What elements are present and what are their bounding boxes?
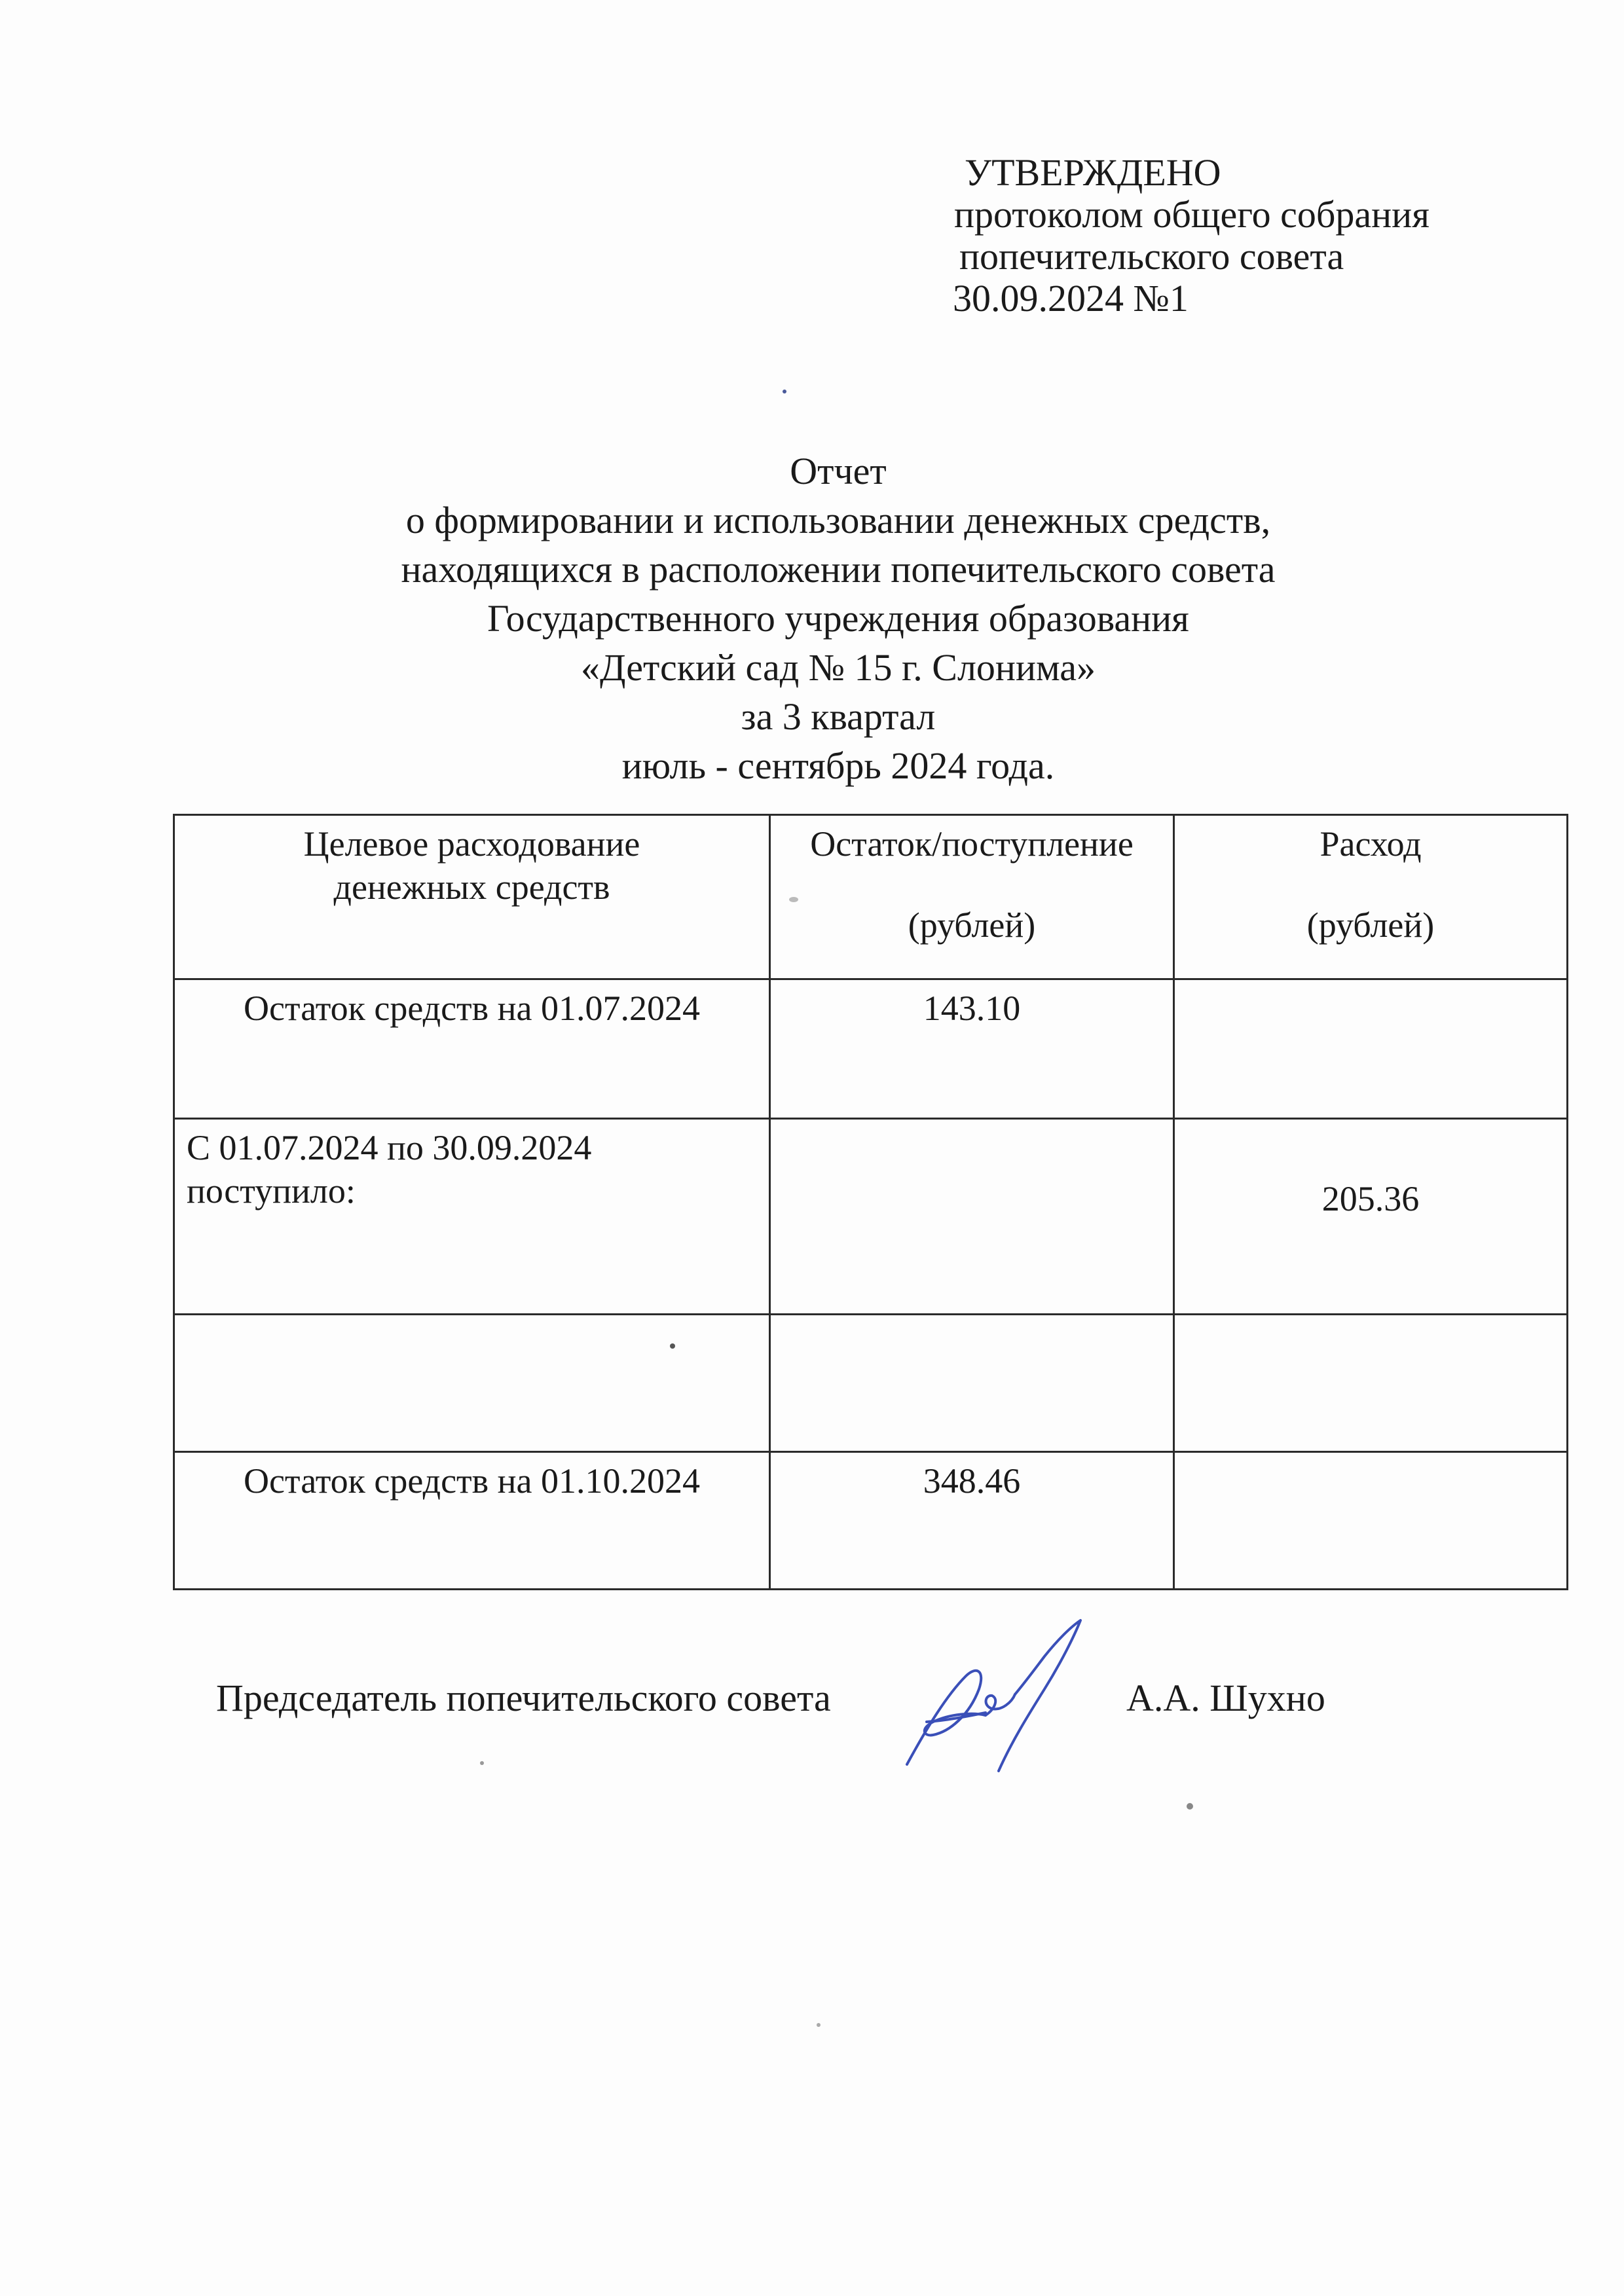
row-label-text: Остаток средств на 01.10.2024 [243, 1461, 701, 1501]
row-income-value [771, 1120, 1173, 1126]
scan-speck [789, 897, 798, 902]
row-expense [1174, 1315, 1568, 1452]
scan-speck [480, 1761, 484, 1765]
row-income [770, 1315, 1174, 1452]
row-label [174, 1452, 770, 1590]
report-period-quarter: за 3 квартал [741, 695, 936, 738]
header-expense [1174, 815, 1568, 979]
row-income-value: 143.10 [923, 989, 1021, 1028]
row-expense [1174, 1452, 1568, 1590]
row-expense-value [1175, 1315, 1566, 1322]
row-expense-value [1175, 1453, 1566, 1459]
approval-block [953, 152, 1430, 319]
signature-stroke [986, 1694, 1015, 1715]
report-institution-line: Государственного учреждения образования [487, 597, 1189, 640]
scan-speck [817, 2023, 821, 2027]
header-income-unit: (рублей) [908, 905, 1036, 945]
signatory-role: Председатель попечительского совета [216, 1677, 831, 1719]
row-label-text [175, 1120, 769, 1212]
row-label [174, 979, 770, 1119]
report-title: Отчет [790, 450, 887, 492]
header-purpose-line1: Целевое расходование [303, 824, 640, 864]
report-subtitle-line: о формировании и использовании денежных средств, [405, 499, 1271, 541]
scan-speck [1187, 1803, 1193, 1810]
approval-date-number: 30.09.2024 №1 [953, 277, 1189, 319]
row-label [174, 1315, 770, 1452]
scan-speck [783, 390, 786, 393]
approval-council-line: попечительского совета [959, 235, 1344, 278]
table-row [174, 979, 1568, 1119]
row-income-value [771, 1315, 1173, 1322]
report-period-months: июль - сентябрь 2024 года. [621, 744, 1055, 787]
signatory-name: А.А. Шухно [1126, 1677, 1325, 1719]
report-subtitle-line: находящихся в расположении попечительского совета [401, 548, 1276, 591]
report-table [173, 814, 1568, 1590]
row-income [770, 979, 1174, 1119]
header-income-label: Остаток/поступление [810, 824, 1134, 864]
signature-stroke [907, 1671, 986, 1764]
row-expense-value [1175, 980, 1566, 987]
row-label-line2: поступило: [187, 1171, 356, 1211]
scan-speck [670, 1343, 675, 1349]
row-income [770, 1119, 1174, 1315]
signature-strokes [907, 1620, 1080, 1771]
row-label-line1: С 01.07.2024 по 30.09.2024 [187, 1128, 592, 1167]
table-header-row [174, 815, 1568, 979]
handwritten-signature [887, 1617, 1103, 1787]
table-row [174, 1452, 1568, 1590]
row-label-text [175, 1315, 769, 1322]
row-expense [1174, 979, 1568, 1119]
table-row [174, 1315, 1568, 1452]
row-expense-value: 205.36 [1321, 1179, 1420, 1218]
header-expense-unit: (рублей) [1306, 905, 1435, 945]
header-expense-label: Расход [1320, 824, 1422, 864]
table-row [174, 1119, 1568, 1315]
row-label [174, 1119, 770, 1315]
header-purpose-line2: денежных средств [333, 867, 610, 907]
approval-protocol-line: протоколом общего собрания [954, 193, 1430, 236]
row-income-value: 348.46 [923, 1461, 1021, 1501]
header-income [770, 815, 1174, 979]
report-title-block [157, 446, 1519, 790]
report-institution-name: «Детский сад № 15 г. Слонима» [580, 646, 1096, 689]
approval-title: УТВЕРЖДЕНО [965, 151, 1221, 194]
row-label-text: Остаток средств на 01.07.2024 [243, 989, 701, 1028]
signature-stroke [999, 1620, 1080, 1771]
row-income [770, 1452, 1174, 1590]
header-purpose [174, 815, 770, 979]
row-expense [1174, 1119, 1568, 1315]
